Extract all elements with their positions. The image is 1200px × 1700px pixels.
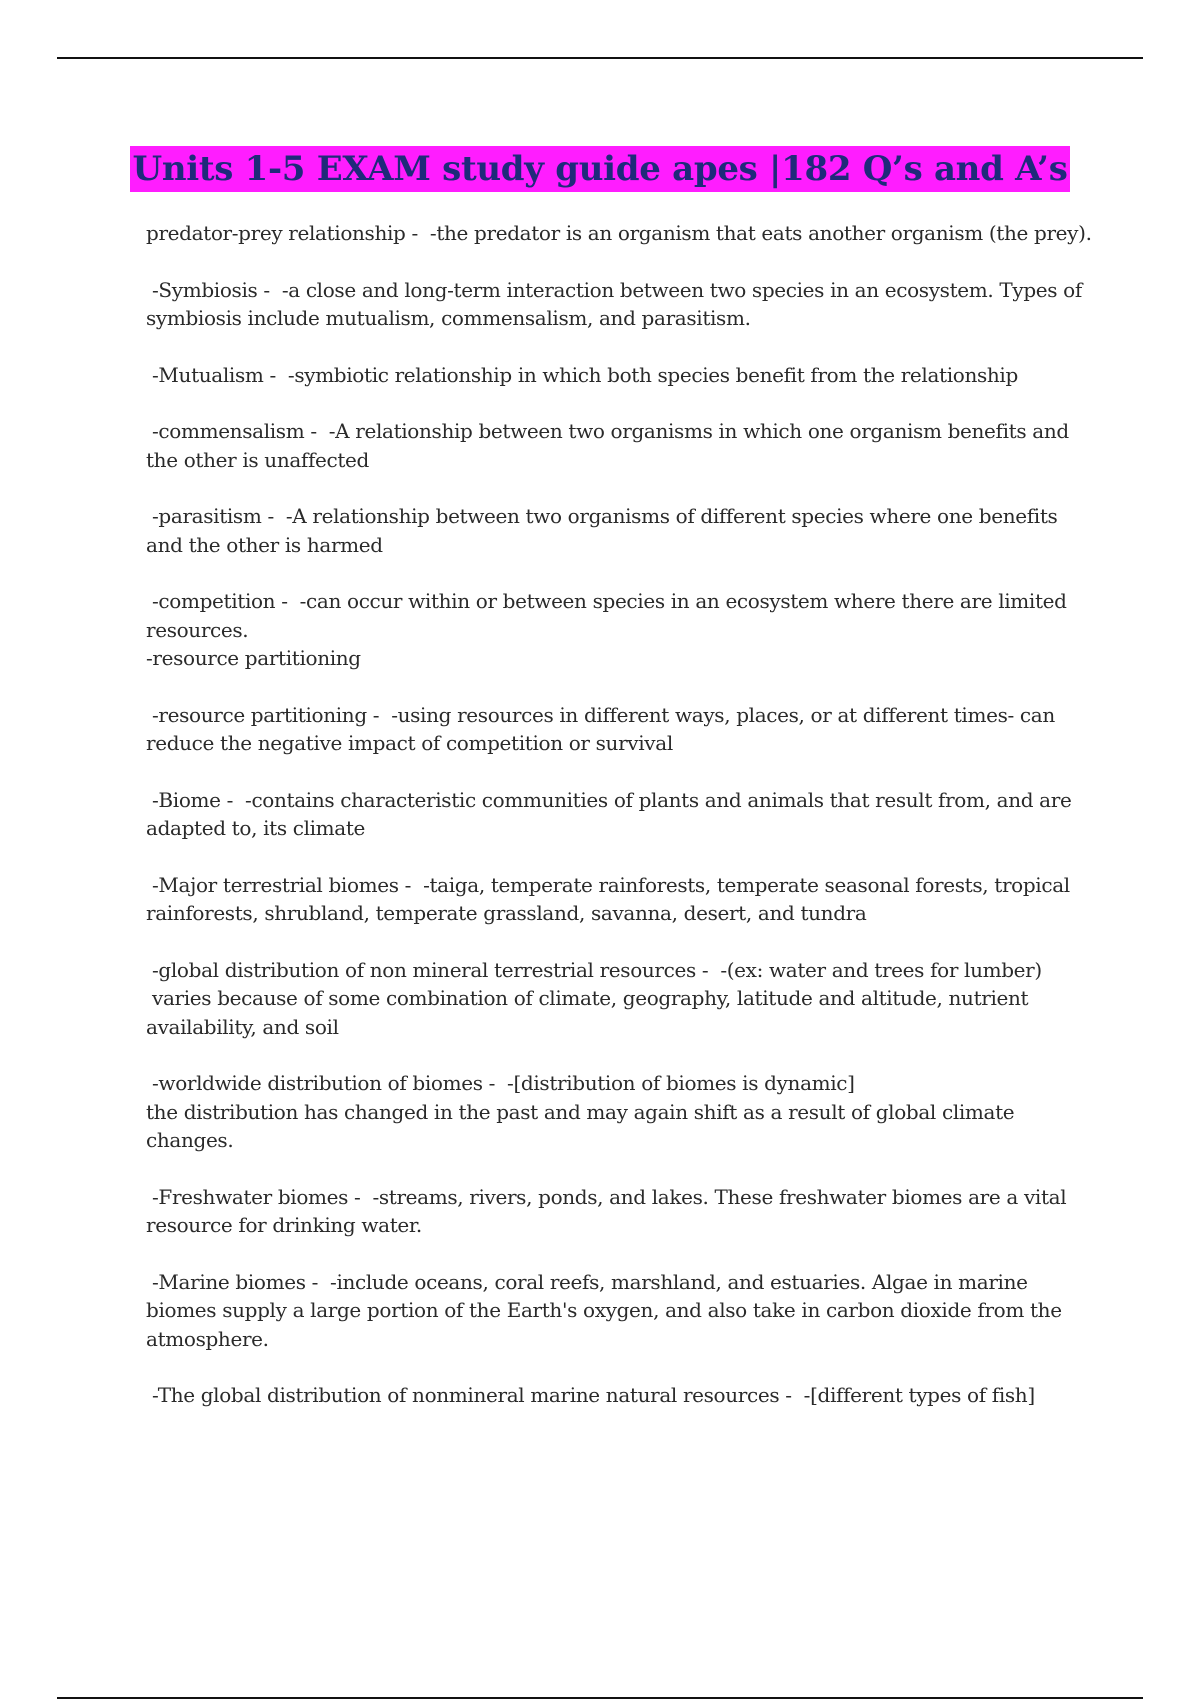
entry-terrestrial-resources: -global distribution of non mineral terrestrial resources - -(ex: water and trees for lumber) varies because of some combination of climate, geography, latitude and altitude, nutrient availability, and soil: [146, 957, 1042, 1039]
entry-parasitism: -parasitism - -A relationship between two organisms of different species where one benefits and the other is harmed: [146, 504, 1064, 557]
entry-biome-distribution: -worldwide distribution of biomes - -[distribution of biomes is dynamic] the distribution has changed in the past and may again shift as a result of global climate changes.: [146, 1071, 1015, 1152]
entry-mutualism: -Mutualism - -symbiotic relationship in which both species benefit from the relationship: [146, 362, 1018, 387]
entry-terrestrial-biomes: -Major terrestrial biomes - -taiga, temperate rainforests, temperate seasonal forests, tropical rainforests, shrubland, temperate grassland, savanna, desert, and tundra: [146, 872, 1076, 925]
entry-freshwater-biomes: -Freshwater biomes - -streams, rivers, ponds, and lakes. These freshwater biomes are a vital resource for drinking water.: [146, 1184, 1073, 1237]
entry-predator-prey: predator-prey relationship - -the predator is an organism that eats another organism (the prey).: [146, 221, 1092, 245]
document-title: Units 1-5 EXAM study guide apes |182 Q’s and A’s: [130, 146, 1069, 192]
document-body: [146, 219, 1096, 1438]
entry-marine-biomes: -Marine biomes - -include oceans, coral reefs, marshland, and estuaries. Algae in marine biomes supply a large portion of the Earth's oxygen, and also take in carbon dioxide from the atmosphere.: [146, 1269, 1068, 1351]
top-rule: [57, 57, 1143, 59]
bottom-rule: [57, 1697, 1143, 1699]
title-container: [0, 146, 1200, 192]
entry-resource-partitioning: -resource partitioning - -using resources in different ways, places, or at different times- can reduce the negative impact of competition or survival: [146, 702, 1061, 755]
entry-marine-resources: -The global distribution of nonmineral marine natural resources - -[different types of fish]: [146, 1383, 1035, 1407]
entry-symbiosis: -Symbiosis - -a close and long-term interaction between two species in an ecosystem. Types of symbiosis include mutualism, commensalism, and parasitism.: [146, 277, 1088, 330]
entry-commensalism: -commensalism - -A relationship between two organisms in which one organism benefits and the other is unaffected: [146, 419, 1075, 472]
entry-competition: -competition - -can occur within or between species in an ecosystem where there are limited resources. -resource partitioning: [146, 589, 1067, 670]
entry-biome: -Biome - -contains characteristic communities of plants and animals that result from, and are adapted to, its climate: [146, 787, 1078, 840]
